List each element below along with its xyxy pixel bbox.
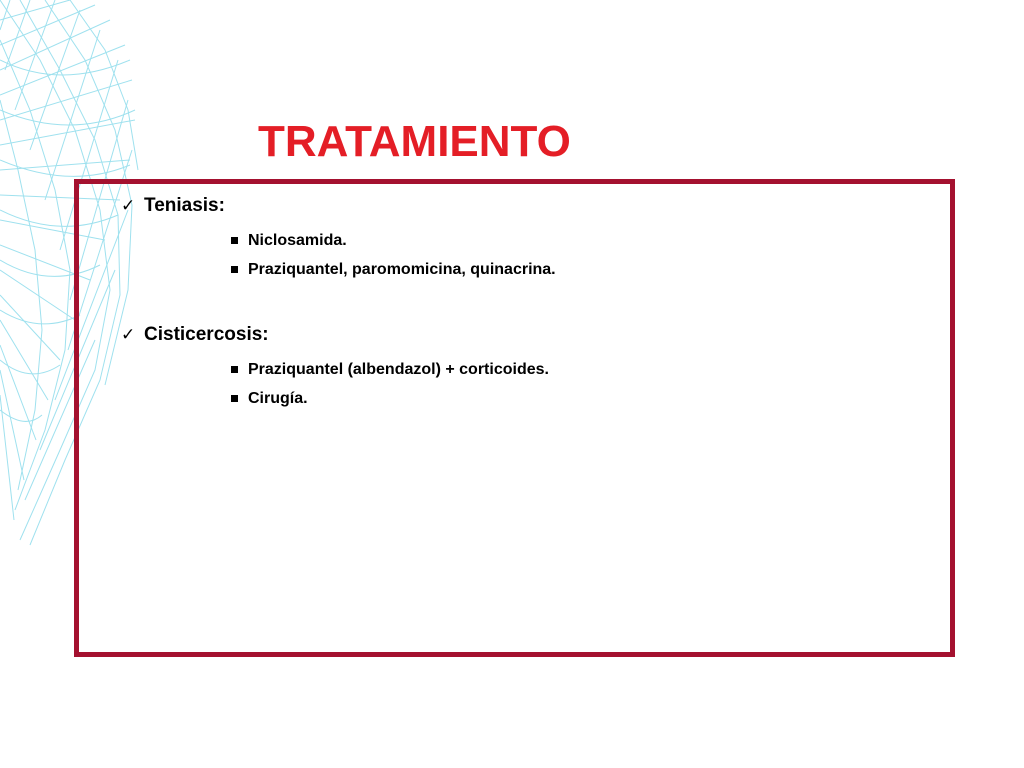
list-item-label: Niclosamida.	[248, 231, 347, 249]
bullet-list	[121, 226, 556, 284]
list-item-label: Cirugía.	[248, 389, 308, 407]
square-bullet-icon	[231, 237, 238, 244]
section-heading-label: Cisticercosis:	[144, 324, 269, 345]
square-bullet-icon	[231, 366, 238, 373]
section-cisticercosis	[121, 321, 549, 413]
bullet-list	[121, 355, 549, 413]
square-bullet-icon	[231, 395, 238, 402]
list-item	[231, 355, 549, 384]
check-icon: ✓	[121, 196, 136, 216]
check-icon: ✓	[121, 325, 136, 345]
list-item-label: Praziquantel (albendazol) + corticoides.	[248, 360, 549, 378]
section-teniasis	[121, 192, 556, 284]
list-item	[231, 255, 556, 284]
list-item	[231, 226, 556, 255]
section-heading-label: Teniasis:	[144, 195, 225, 216]
list-item	[231, 384, 549, 413]
section-heading	[121, 192, 556, 220]
slide-title: TRATAMIENTO	[258, 117, 571, 166]
section-heading	[121, 321, 549, 349]
square-bullet-icon	[231, 266, 238, 273]
list-item-label: Praziquantel, paromomicina, quinacrina.	[248, 260, 556, 278]
content-box	[74, 179, 955, 657]
